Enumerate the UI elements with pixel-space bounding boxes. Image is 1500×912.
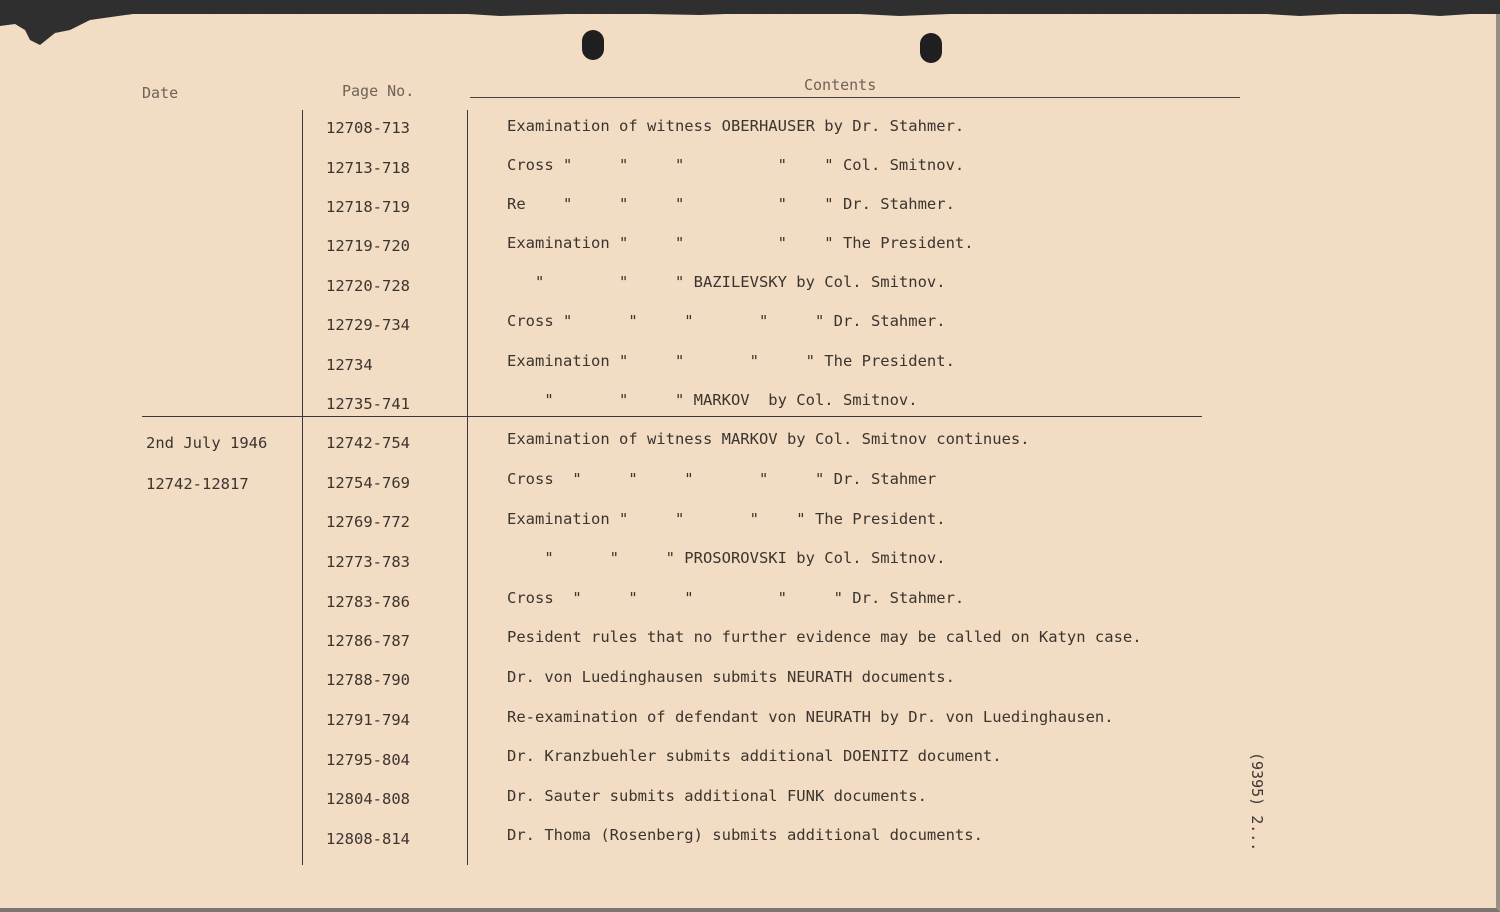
header-rule [470, 97, 1240, 98]
content-entry: Re-examination of defendant von NEURATH by Dr. von Luedinghausen. [507, 708, 1114, 726]
page-number: 12795-804 [326, 751, 410, 769]
page-number: 12719-720 [326, 237, 410, 255]
column-divider-left [302, 110, 303, 865]
page-number: 12720-728 [326, 277, 410, 295]
content-entry: Examination " " " " The President. [507, 510, 946, 528]
page-number: 12729-734 [326, 316, 410, 334]
content-entry: Examination of witness OBERHAUSER by Dr. Stahmer. [507, 117, 965, 135]
torn-edge-shape [0, 0, 1500, 50]
content-entry: Cross " " " " " Dr. Stahmer [507, 470, 937, 488]
page-number: 12788-790 [326, 671, 410, 689]
side-stamp: (9395) 2... [1248, 752, 1266, 852]
content-entry: Dr. von Luedinghausen submits NEURATH documents. [507, 668, 955, 686]
content-entry: Examination " " " " The President. [507, 352, 955, 370]
page-number: 12708-713 [326, 119, 410, 137]
page-number: 12754-769 [326, 474, 410, 492]
content-entry: Cross " " " " " Dr. Stahmer. [507, 312, 946, 330]
content-entry: Pesident rules that no further evidence may be called on Katyn case. [507, 628, 1142, 646]
content-entry: Dr. Sauter submits additional FUNK documents. [507, 787, 927, 805]
header-contents-label: Contents [804, 76, 877, 94]
content-entry: " " " BAZILEVSKY by Col. Smitnov. [507, 273, 946, 291]
date-page-range: 12742-12817 [146, 475, 249, 493]
page-number: 12791-794 [326, 711, 410, 729]
page-number: 12713-718 [326, 159, 410, 177]
punch-hole-right [920, 33, 942, 63]
content-entry: " " " MARKOV by Col. Smitnov. [507, 391, 918, 409]
header-date-label: Date [142, 84, 179, 102]
content-entry: " " " PROSOROVSKI by Col. Smitnov. [507, 549, 946, 567]
content-entry: Dr. Kranzbuehler submits additional DOENITZ document. [507, 747, 1002, 765]
page-number: 12804-808 [326, 790, 410, 808]
page-number: 12808-814 [326, 830, 410, 848]
page-number: 12783-786 [326, 593, 410, 611]
date-entry: 2nd July 1946 [146, 434, 268, 452]
page-number: 12769-772 [326, 513, 410, 531]
content-entry: Re " " " " " Dr. Stahmer. [507, 195, 955, 213]
punch-hole-left [582, 30, 604, 60]
page-number: 12742-754 [326, 434, 410, 452]
content-entry: Dr. Thoma (Rosenberg) submits additional documents. [507, 826, 983, 844]
content-entry: Cross " " " " " Dr. Stahmer. [507, 589, 965, 607]
header-page-label: Page No. [342, 82, 415, 100]
page-number: 12786-787 [326, 632, 410, 650]
content-entry: Examination of witness MARKOV by Col. Smitnov continues. [507, 430, 1030, 448]
page-number: 12718-719 [326, 198, 410, 216]
page-number: 12734 [326, 356, 373, 374]
column-divider-right [467, 110, 468, 865]
section-divider [142, 416, 1202, 417]
content-entry: Examination " " " " The President. [507, 234, 974, 252]
page-number: 12735-741 [326, 395, 410, 413]
content-entry: Cross " " " " " Col. Smitnov. [507, 156, 965, 174]
page-number: 12773-783 [326, 553, 410, 571]
